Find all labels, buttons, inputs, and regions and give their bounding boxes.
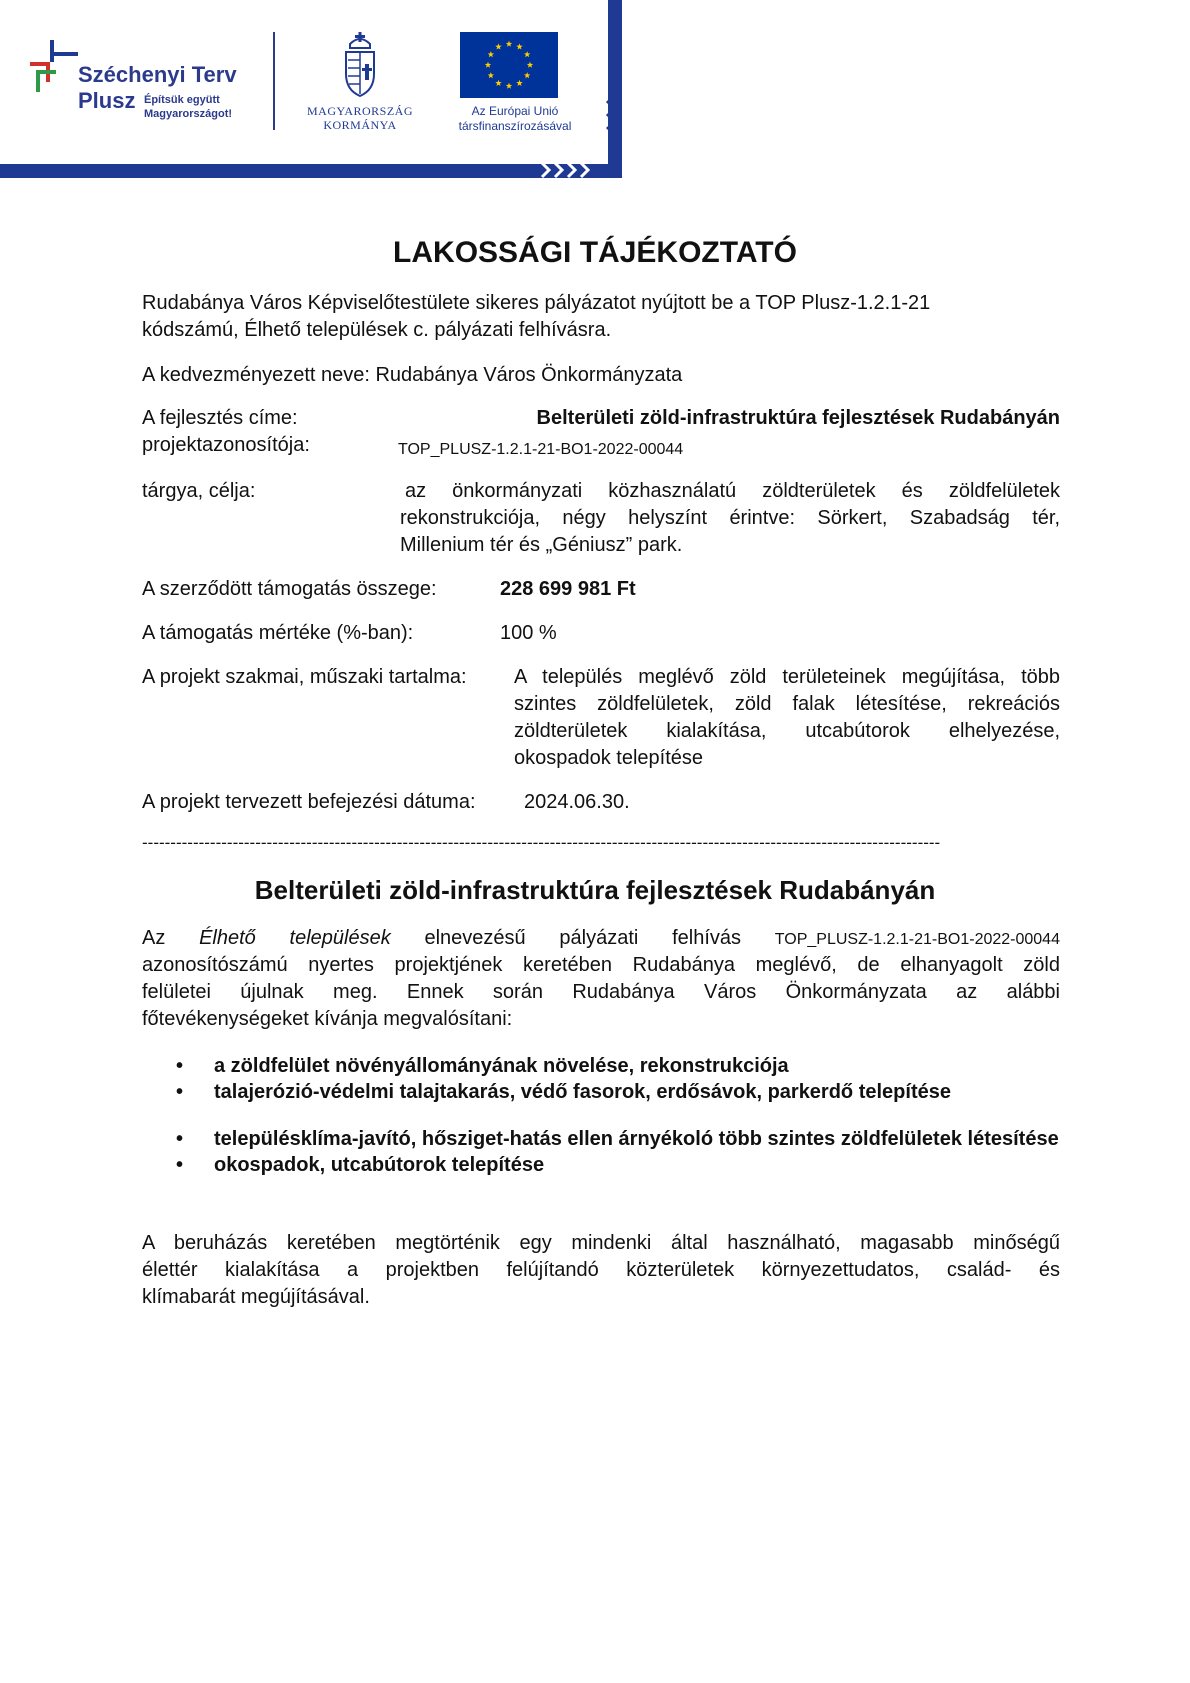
- list-item: • talajerózió-védelmi talajtakarás, védő fasorok, erdősávok, parkerdő telepítése: [176, 1079, 1060, 1105]
- logo-divider: [273, 32, 275, 130]
- eu-line-2: társfinanszírozásával: [458, 119, 572, 133]
- section-rest: elnevezésű pályázati felhívás: [424, 927, 742, 949]
- intro-line-2: kódszámú, Élhető települések c. pályázati felhívásra.: [142, 319, 612, 341]
- closing-line-2: élettér kialakítása a projektben felújítandó közterületek környezettudatos, család- és: [142, 1259, 1060, 1281]
- end-date-label: A projekt tervezett befejezési dátuma:: [142, 791, 476, 813]
- section-az: Az: [142, 927, 166, 949]
- activity-list-a: [176, 1053, 1060, 1105]
- chevron-right-icon: [538, 160, 590, 180]
- szechenyi-title: Széchenyi Terv: [78, 62, 237, 87]
- separator-line: ---------------------------------------------------------------------------------------------------------------------------------------------: [142, 833, 941, 852]
- rate-label: A támogatás mértéke (%-ban):: [142, 622, 414, 644]
- list-item: • okospadok, utcabútorok telepítése: [176, 1152, 1060, 1178]
- dev-title-label: A fejlesztés címe:: [142, 407, 298, 429]
- section-project-id: TOP_PLUSZ-1.2.1-21-BO1-2022-00044: [774, 931, 1060, 948]
- eu-logo: [440, 32, 590, 142]
- section-title: Belterületi zöld-infrastruktúra fejlesztések Rudabányán: [254, 875, 936, 905]
- closing-line-1: A beruházás keretében megtörténik egy mindenki által használható, magasabb minőségű: [142, 1232, 1060, 1254]
- section-line-3: felületei újulnak meg. Ennek során Rudabánya Város Önkormányzata az alábbi: [142, 981, 1060, 1003]
- end-date-value: 2024.06.30.: [524, 791, 630, 813]
- szechenyi-terv-logo: [30, 40, 250, 130]
- szechenyi-cross-icon: [30, 40, 80, 96]
- szechenyi-plusz: Plusz: [78, 88, 136, 113]
- szechenyi-tagline-1: Építsük együtt: [144, 94, 220, 106]
- grant-value: 228 699 981 Ft: [500, 578, 636, 600]
- section-line-2: azonosítószámú nyertes projektjének keretében Rudabánya meglévő, de elhanyagolt zöld: [142, 954, 1060, 976]
- rate-value: 100 %: [500, 622, 557, 644]
- government-logo: [300, 30, 420, 140]
- subject-line-2: rekonstrukciója, négy helyszínt érintve: Sörkert, Szabadság tér,: [400, 507, 1060, 529]
- project-id-value: TOP_PLUSZ-1.2.1-21-BO1-2022-00044: [398, 441, 684, 458]
- header-right-bar: [608, 0, 622, 178]
- szechenyi-tagline-2: Magyarországot!: [144, 108, 233, 120]
- grant-label: A szerződött támogatás összege:: [142, 578, 437, 600]
- chevron-down-icon: [604, 98, 624, 146]
- header-bottom-bar: [0, 164, 622, 178]
- section-line-1: [142, 925, 1060, 953]
- content-line-4: okospadok telepítése: [514, 747, 704, 769]
- eu-line-1: Az Európai Unió: [471, 104, 559, 118]
- header-band: [0, 0, 622, 178]
- activity-list-b: [176, 1126, 1060, 1178]
- list-item: • településklíma-javító, hősziget-hatás ellen árnyékoló több szintes zöldfelületek létesítése: [176, 1126, 1060, 1152]
- section-elheto: Élhető települések: [199, 927, 391, 949]
- page-title: LAKOSSÁGI TÁJÉKOZTATÓ: [393, 236, 797, 269]
- intro-line-1: Rudabánya Város Képviselőtestülete sikeres pályázatot nyújtott be a TOP Plusz-1.2.1-21: [142, 292, 931, 314]
- content-line-3: zöldterületek kialakítása, utcabútorok elhelyezése,: [514, 720, 1060, 742]
- government-line-2: KORMÁNYA: [323, 118, 397, 132]
- government-line-1: MAGYARORSZÁG: [306, 104, 413, 118]
- subject-line-3: Millenium tér és „Géniusz” park.: [400, 534, 683, 556]
- subject-label: tárgya, célja:: [142, 480, 256, 502]
- hungarian-crest-icon: [340, 30, 380, 98]
- project-id-label: projektazonosítója:: [142, 434, 310, 456]
- beneficiary: A kedvezményezett neve: Rudabánya Város Önkormányzata: [142, 364, 683, 386]
- content-line-1: A település meglévő zöld területeinek megújítása, több: [514, 666, 1060, 688]
- content-label: A projekt szakmai, műszaki tartalma:: [142, 666, 467, 688]
- content-line-2: szintes zöldfelületek, zöld falak létesítése, rekreációs: [514, 693, 1060, 715]
- subject-line-1: az önkormányzati közhasználatú zöldterületek és zöldfelületek: [405, 480, 1060, 502]
- list-item: • a zöldfelület növényállományának növelése, rekonstrukciója: [176, 1053, 1060, 1079]
- dev-title-value: Belterületi zöld-infrastruktúra fejlesztések Rudabányán: [536, 407, 1060, 429]
- eu-flag-icon: [460, 32, 558, 98]
- closing-line-3: klímabarát megújításával.: [142, 1286, 370, 1308]
- section-line-4: főtevékenységeket kívánja megvalósítani:: [142, 1008, 513, 1030]
